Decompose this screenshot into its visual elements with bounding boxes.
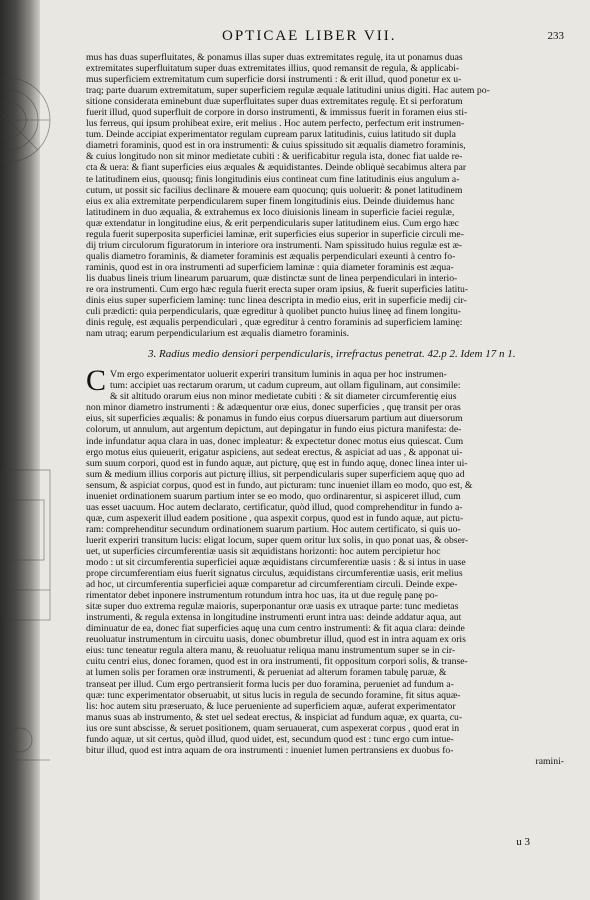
facing-circle-diagram	[0, 78, 50, 162]
text-line: ram: comprehenditur secundum ordinationem suarum partium. Hoc autem certificato, si quis uo-	[86, 523, 461, 535]
text-line: tum. Deinde accipiat experimentator regulam cupream parux latitudinis, cuius latitudo sit dupla	[86, 129, 456, 141]
text-line: latitudinem in duo æqualia, & extrahemus ex loco diuisionis lineam in superficie faciei regulæ,	[86, 206, 455, 218]
text-line: uet, ut superficies circumferentiæ uasis sit æquidistans horizonti: hoc autem percipietur hoc	[86, 545, 441, 557]
text-line: prope circumferentiam eius fuerit signatus circulus, æquidistans circumferentiæ uasis, erit melius	[86, 568, 463, 580]
text-line: & cuius longitudo non sit minor medietate cubiti : & uerificabitur regula ista, donec fiat ualde re-	[86, 151, 463, 163]
running-head	[52, 28, 572, 50]
signature-mark: u 3	[516, 836, 530, 848]
text-line: rimentator debet inponere instrumentum rotundum intra hoc uas, ita ut due regulę panę po-	[86, 590, 438, 602]
text-line: fuerit illud, quod superfluit de corpore in dorso instrumenti, & immissus fuerit in foramen eius sti-	[86, 107, 468, 119]
text-line: cta & uera: & fiant superficies eius æquales & æquidistantes. Deinde obliquè secabimus altera par	[86, 162, 467, 174]
text-line: cutum, ut possit sic facilius declinare & mouere eam quocunq; quis uoluerit: & ponet latitudinem	[86, 184, 463, 196]
text-line: regula fuerit superposita superficiei laminæ, erit superficies eius superior in superficie circuli me-	[86, 228, 464, 240]
text-line: diminuatur de ea, donec fiat superficies aquę una cum centro instrumenti: & fit aqua clara: deinde	[86, 623, 465, 635]
catchword: ramini-	[535, 755, 564, 767]
text-line: bitur illud, quod est intra aquam de ora instrumenti : inueniet lumen pertransiens ex duobus fo-	[86, 744, 454, 756]
text-line: transeat per illud. Cum ergo pertransierit forma lucis per duo foramina, perueniet ad fundum a-	[86, 678, 454, 690]
page-number: 233	[547, 30, 564, 42]
theorem-heading: 3. Radius medio densiori perpendicularis, irrefractus penetrat. 42.p 2. Idem 17 n 1.	[148, 348, 516, 361]
text-line: nam utraq; earum perpendicularium est æqualis diametro foraminis.	[86, 328, 350, 340]
text-line: cuitu centri eius, donec foramen, quod est in ora instrumenti, fit oppositum corpori solis, & transe-	[86, 656, 468, 668]
text-line: quæ extendatur in longitudine eius, & erit perpendicularis super latitudinem eius. Cum ergo hæc	[86, 217, 459, 229]
text-line: lus ferreus, qui ipsum prohibeat exire, erit melius . Hoc autem perfecto, perfectum erit instrumen-	[86, 118, 465, 130]
text-line: sitæ super duo extrema regulæ maioris, superponantur oræ uasis ex utraque parte: tunc medietas	[86, 601, 459, 613]
text-line: sitione considerata eminebunt duæ superfluitates super duas extremitates regulę. Et si perforatum	[86, 96, 463, 108]
book-page	[52, 28, 572, 888]
text-line: Vm ergo experimentator uoluerit experiri transitum luminis in aqua per hoc instrumen-	[110, 369, 447, 381]
text-line: extremitates superfluitatum super duas extremitates illius, quod remansit de regula, & applicabi-	[86, 63, 460, 75]
text-line: colorum, ut annulum, aut argentum depictum, aut depingatur in fundo eius pictura manifesta: de-	[86, 424, 462, 436]
text-line: mus has duas superfluitates, & ponamus illas super duas extremitates regulę, ita ut ponamus duas	[86, 52, 463, 63]
text-line: lis duabus lineis trium linearum paruarum, quæ distinctæ sunt de linea perpendiculari in interio-	[86, 272, 458, 284]
text-line: quæ: tunc experimentator obseruabit, ut situs lucis in regula de secundo foramine, fit situs aquæ-	[86, 689, 461, 701]
text-line: tum: accipiet uas rectarum orarum, ut cadum cupreum, aut ollam figulinam, aut consimile:	[110, 380, 461, 392]
text-line: diametri foraminis, quod est in ora instrumenti: & cuius spissitudo sit æqualis diametro foraminis,	[86, 140, 466, 152]
text-line: dij trium circulorum figuratorum in interiore ora instrumenti. Nam spissitudo huius regulæ est æ-	[86, 239, 463, 251]
facing-box-diagram	[2, 470, 50, 760]
text-line: fundo aquæ, ut sit certus, quòd illud, quod uidet, est, secundum quod est : tunc ergo cum intue-	[86, 733, 454, 745]
text-line: at lumen solis per foramen oræ instrumenti, & perueniat ad alterum foramen tabulę paruæ, &	[86, 667, 447, 679]
text-line: ius ore sunt abscisse, & seruet positionem, quam seruauerat, cum aspexerat corpus , quod erat in	[86, 722, 460, 734]
text-line: non minor diametro instrumenti : & adæquentur oræ eius, donec superficies , quę transit per oras	[86, 402, 461, 414]
text-line: eius, sit superficies æqualis: & ponamus in fundo eius corpus diuersarum partium aut diuersorum	[86, 413, 463, 425]
text-line: quæ, cum aspexerit illud eadem positione , qua aspexit corpus, quod est in fundo aquæ, aut pictu-	[86, 512, 464, 524]
text-line: ad hoc, ut circumferentia superficiei aquæ comparetur ad circumferentiam circuli. Deinde expe-	[86, 579, 458, 591]
drop-capital: C	[86, 364, 107, 398]
text-line: dinis regulę, est æqualis perpendiculari , quæ egreditur à centro foraminis ad superficiem laminę:	[86, 317, 463, 329]
paragraph-continuation	[52, 52, 564, 339]
text-line: uas esset uacuum. Hoc autem declarato, certificatur, quòd illud, quod comprehenditur in fundo a-	[86, 501, 463, 513]
text-line: qualis diametro foraminis, & diameter foraminis est æqualis perpendiculari exeunti à centro fo-	[86, 250, 456, 262]
text-line: sensum, & aspiciat corpus, quod est in fundo, aut picturam: tunc inueniet illam eo modo, quo est, &	[86, 479, 473, 491]
text-line: luerit experiri transitum lucis: eligat locum, super quem oritur lux solis, in quo ponat uas, & obser-	[86, 534, 469, 546]
text-line: sum & medium illius corporis aut picturę illius, sit perpendicularis super superficiem aquę quo ad	[86, 468, 465, 480]
text-line: eius ex alia extremitate perpendicularem super finem longitudinis eius. Deinde diuidemus hanc	[86, 195, 455, 207]
text-line: ergo motus eius quieuerit, erigatur aspiciens, aut sedeat erectus, & aspiciat ad uas , & apponat ui-	[86, 446, 463, 458]
text-line: traq; parte duarum extremitatum, super superficiem regulæ æquale latitudini unius digiti. Hac autem po-	[86, 85, 490, 97]
text-line: & sit altitudo orarum eius non minor medietate cubiti : & sit diameter circumferentię eius	[110, 391, 457, 403]
text-line: culi prædicti: quia perpendicularis, quæ egreditur à quolibet puncto huius lineę ad finem longitu-	[86, 306, 462, 318]
text-line: raminis, quod est in ora instrumenti ad superficiem laminæ : quia diameter foraminis est æqua-	[86, 261, 454, 273]
text-line: re ora instrumenti. Cum ergo hæc regula fuerit erecta super oram ipsius, & fuerit superficies latitu-	[86, 283, 469, 295]
text-line: dinis eius super superficiem laminę: tunc linea descripta in medio eius, erit in superficie medij cir-	[86, 295, 467, 307]
text-line: mus superficiem extremitatum cum superficie dorsi instrumenti : & erit illud, quod ponetur ex u-	[86, 74, 462, 86]
text-line: modo : ut sit circumferentia superficiei aquæ æquidistans circumferentiæ uasis : & si intus in uase	[86, 557, 466, 569]
paragraph-experiment	[52, 364, 564, 767]
text-line: inde infundatur aqua clara in uas, donec impleatur: & expectetur donec motus eius quiescat. Cum	[86, 435, 464, 447]
page-title: OPTICAE LIBER VII.	[222, 28, 397, 44]
text-line: reuoluatur instrumentum in circuitu uasis, donec obumbretur illud, quod est in intra aquam ex oris	[86, 634, 466, 646]
text-line: eius: tunc teneatur regula altera manu, & reuoluatur reliqua manu instrumentum super se in cir-	[86, 645, 456, 657]
text-line: inueniet ordinationem suarum partium inter se eo modo, quo ordinarentur, si aspiceret illud, cum	[86, 490, 461, 502]
text-line: manus suas ab instrumento, & stet uel sedeat erectus, & inspiciat ad fundum aquæ, ex quarta, cu-	[86, 711, 463, 723]
text-line: instrumenti, & regula extensa in longitudine instrumenti erunt intra uas: deinde addatur aqua, aut	[86, 612, 462, 624]
text-line: lis: hoc autem situ præseruato, & luce perueniente ad superficiem aquæ, auferat experimentator	[86, 700, 456, 712]
text-line: sum suum corpori, quod est in fundo aquæ, aut picturę, quę est in fundo aquę, donec linea inter ui-	[86, 457, 468, 469]
text-line: te latitudinem eius, quousq; finis longitudinis eius contineat cum fine latitudinis eius angulum a-	[86, 173, 460, 185]
